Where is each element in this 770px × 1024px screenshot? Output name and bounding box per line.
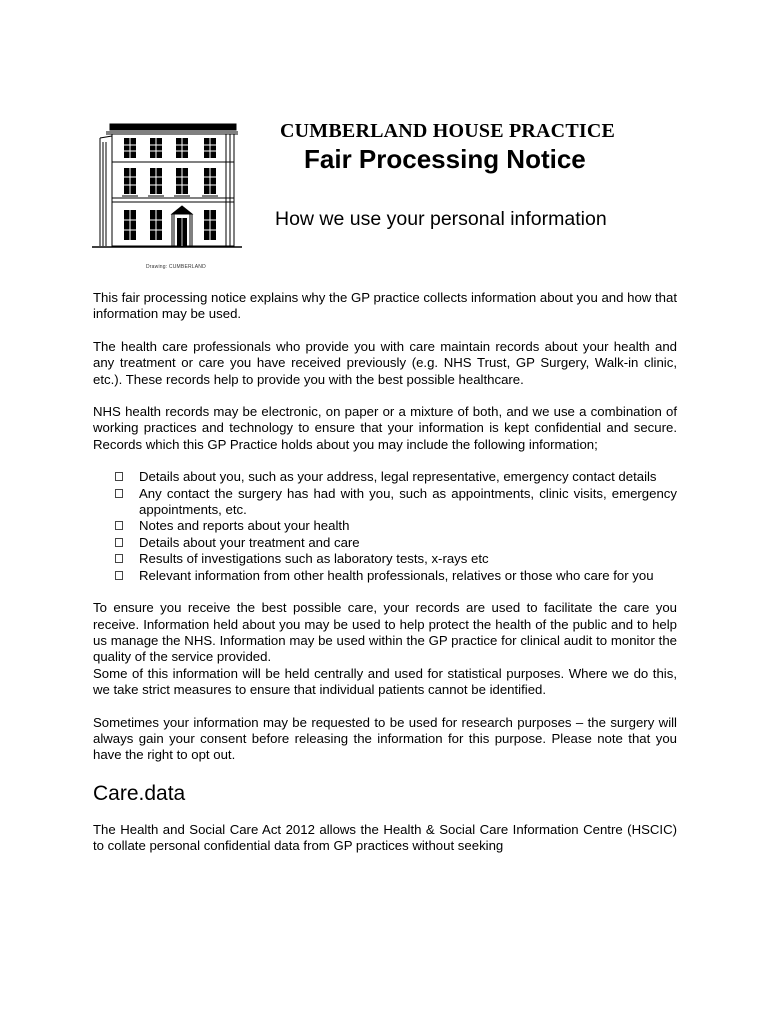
paragraph-hscic: The Health and Social Care Act 2012 allows the Health & Social Care Information Centre (HSCIC) to collate personal confidential data from GP practices without seeking bbox=[93, 821, 677, 854]
list-item-text: Details about you, such as your address, legal representative, emergency contact details bbox=[139, 469, 657, 485]
list-item bbox=[115, 518, 677, 534]
logo-caption: Drawing: CUMBERLAND bbox=[146, 264, 206, 270]
list-item-text: Relevant information from other health professionals, relatives or those who care for you bbox=[139, 567, 654, 583]
checkbox-bullet-icon bbox=[115, 521, 123, 530]
list-item-text: Any contact the surgery has had with you, such as appointments, clinic visits, emergency appointments, etc. bbox=[139, 485, 677, 518]
list-item bbox=[115, 469, 677, 485]
list-item-text: Notes and reports about your health bbox=[139, 518, 350, 534]
list-item bbox=[115, 568, 677, 584]
checkbox-bullet-icon bbox=[115, 554, 123, 563]
list-item bbox=[115, 535, 677, 551]
checkbox-bullet-icon bbox=[115, 538, 123, 547]
paragraph-records: The health care professionals who provide you with care maintain records about your health and any treatment or care you have received previously (e.g. NHS Trust, GP Surgery, Walk-in clinic, etc.). These records help to provide you with the best possible healthcare. bbox=[93, 338, 677, 387]
checkbox-bullet-icon bbox=[115, 489, 123, 498]
information-list bbox=[93, 469, 677, 584]
list-item bbox=[115, 551, 677, 567]
document-subtitle: How we use your personal information bbox=[275, 208, 607, 230]
practice-name: CUMBERLAND HOUSE PRACTICE bbox=[280, 120, 616, 142]
checkbox-bullet-icon bbox=[115, 571, 123, 580]
paragraph-research: Sometimes your information may be requested to be used for research purposes – the surgery will always gain your consent before releasing the information for this purpose. Please note that you have the right to opt out. bbox=[93, 714, 677, 763]
document-title: Fair Processing Notice bbox=[304, 144, 586, 174]
paragraph-intro: This fair processing notice explains why the GP practice collects information about you and how that information may be used. bbox=[93, 290, 677, 322]
checkbox-bullet-icon bbox=[115, 472, 123, 481]
list-item-text: Details about your treatment and care bbox=[139, 534, 360, 550]
list-item bbox=[115, 486, 677, 519]
paragraph-health-records: NHS health records may be electronic, on paper or a mixture of both, and we use a combination of working practices and technology to ensure that your information is kept confidential and secure. Records which this GP Practice holds about you may include the following information; bbox=[93, 404, 677, 452]
section-heading-care-data: Care.data bbox=[93, 781, 186, 805]
building-sketch-icon bbox=[92, 122, 242, 252]
paragraph-statistics: Some of this information will be held centrally and used for statistical purposes. Where we do this, we take strict measures to ensure that individual patients cannot be identified. bbox=[93, 665, 677, 698]
paragraph-care-use: To ensure you receive the best possible care, your records are used to facilitate the care you receive. Information held about you may be used to help protect the health of the public and to help us manage the NHS. Information may be used within the GP practice for clinical audit to monitor the quality of the service provided. bbox=[93, 600, 677, 665]
document-body bbox=[93, 290, 677, 871]
list-item-text: Results of investigations such as laboratory tests, x-rays etc bbox=[139, 551, 489, 567]
